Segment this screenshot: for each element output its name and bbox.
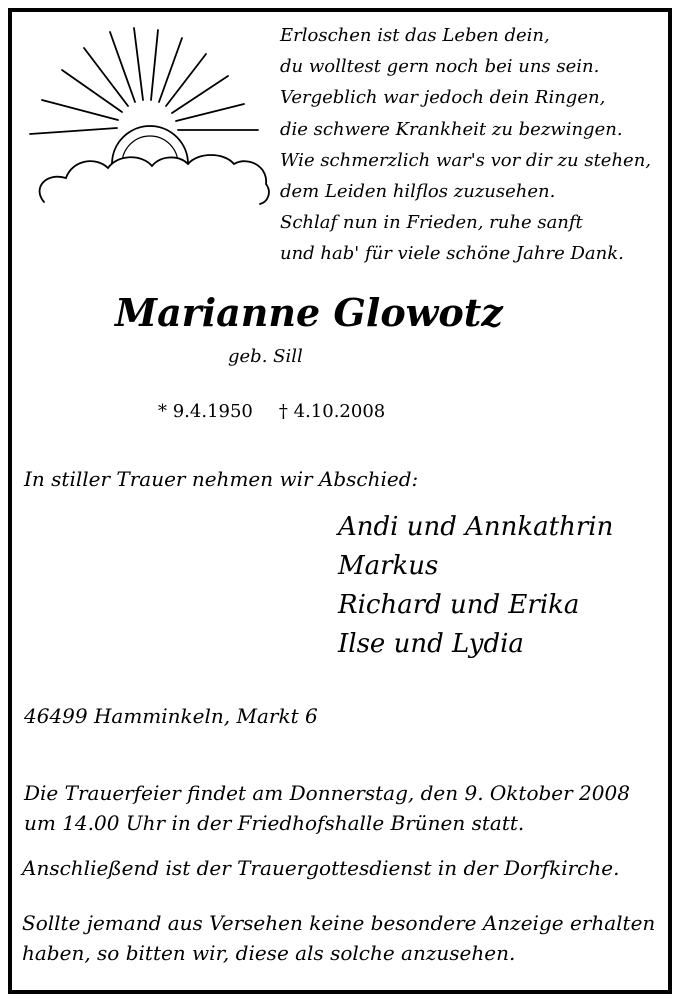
poem-line: die schwere Krankheit zu bezwingen. [280, 118, 623, 140]
poem [280, 20, 651, 270]
deceased-name: Marianne Glowotz [115, 290, 503, 335]
mourner-entry: Andi und Annkathrin [338, 512, 614, 542]
mourner-entry: Markus [338, 551, 439, 581]
address: 46499 Hamminkeln, Markt 6 [24, 704, 318, 728]
funeral-line: um 14.00 Uhr in der Friedhofshalle Brünen statt. [24, 811, 525, 835]
death-date: † 4.10.2008 [278, 401, 386, 422]
birth-name: geb. Sill [228, 346, 303, 367]
birth-date: * 9.4.1950 [158, 401, 253, 422]
life-dates [158, 401, 385, 422]
note-line: haben, so bitten wir, diese als solche anzusehen. [22, 941, 516, 965]
poem-line: Wie schmerzlich war's vor dir zu stehen, [280, 149, 652, 171]
note-line: Sollte jemand aus Versehen keine besondere Anzeige erhalten [22, 911, 656, 935]
poem-line: du wolltest gern noch bei uns sein. [280, 56, 600, 78]
funeral-line: Die Trauerfeier findet am Donnerstag, den 9. Oktober 2008 [24, 781, 630, 805]
mass-notice: Anschließend ist der Trauergottesdienst in der Dorfkirche. [22, 856, 620, 880]
poem-line: Vergeblich war jedoch dein Ringen, [280, 87, 606, 109]
announcement-note [22, 908, 655, 968]
poem-line: und hab' für viele schöne Jahre Dank. [280, 243, 624, 265]
mourners-list [338, 508, 613, 664]
poem-line: Erloschen ist das Leben dein, [280, 25, 550, 46]
mourner-entry: Ilse und Lydia [338, 629, 524, 659]
poem-line: dem Leiden hilflos zuzusehen. [280, 181, 556, 203]
rising-sun-over-clouds-icon [22, 26, 272, 206]
funeral-notice [24, 778, 630, 838]
mourner-entry: Richard und Erika [338, 590, 580, 620]
poem-line: Schlaf nun in Frieden, ruhe sanft [280, 212, 583, 234]
farewell-heading: In stiller Trauer nehmen wir Abschied: [24, 467, 419, 491]
